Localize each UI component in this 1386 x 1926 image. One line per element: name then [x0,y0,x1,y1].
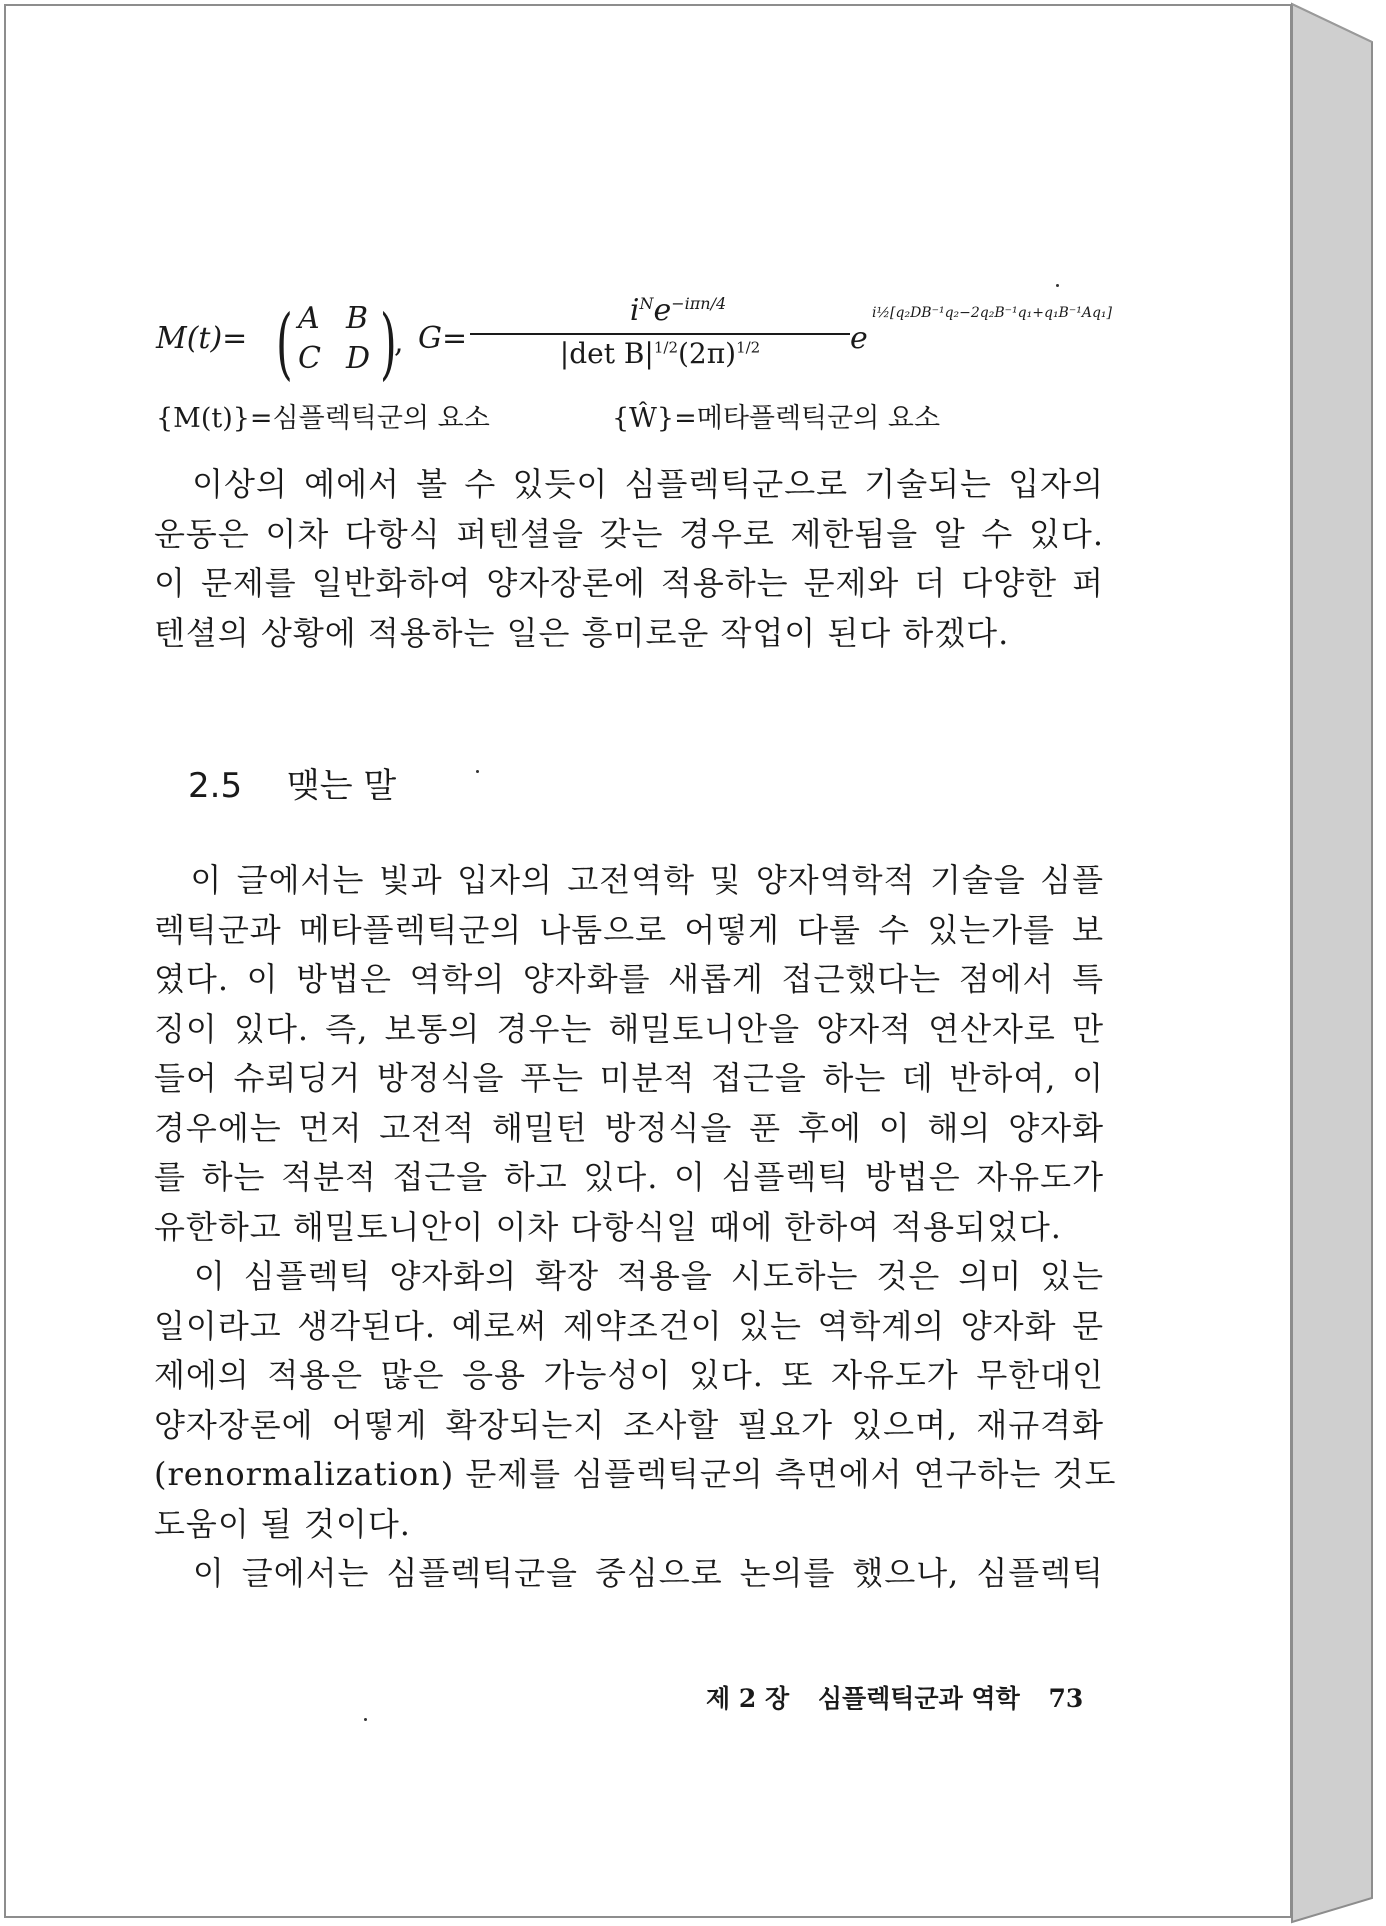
numerator-e: e [653,293,672,328]
footer-title: 심플렉틱군과 역학 [817,1684,1020,1713]
fraction-bar [470,333,850,335]
para2-line: 이 글에서는 심플렉틱군을 중심으로 논의를 했으나, 심플렉틱 [154,1554,1104,1592]
scan-speck [364,1718,367,1721]
section-heading [188,758,396,807]
running-footer [706,1679,1103,1715]
para2-line: 양자장론에 어떻게 확장되는지 조사할 필요가 있으며, 재규격화 [154,1405,1104,1444]
para2-line: 경우에는 먼저 고전적 해밀턴 방정식을 푼 후에 이 해의 양자화 [154,1108,1104,1147]
para2-line: 제에의 적용은 많은 응용 가능성이 있다. 또 자유도가 무한대인 [154,1356,1104,1394]
para2-line: 징이 있다. 즉, 보통의 경우는 해밀토니안을 양자적 연산자로 만 [154,1009,1104,1048]
exponential-base: e [850,321,868,356]
page-number: 73 [1048,1684,1084,1713]
para2-line: 일이라고 생각된다. 예로써 제약조건이 있는 역학계의 양자화 문 [154,1306,1104,1345]
para1-line: 이 문제를 일반화하여 양자장론에 적용하는 문제와 더 다양한 퍼 [154,564,1104,602]
numerator-exponent: −iπn/4 [671,294,727,313]
para2-line: 들어 슈뢰딩거 방정식을 푸는 미분적 접근을 하는 데 반하여, 이 [154,1059,1104,1097]
denominator-two-pi: (2π) [678,337,737,370]
matrix-b: B [346,301,369,336]
section-title: 맺는 말 [286,766,397,806]
equation-line [156,291,1156,389]
para2-line: (renormalization) 문제를 심플렉틱군의 측면에서 연구하는 것도 [154,1455,1117,1493]
fraction-numerator [528,293,828,328]
fraction-denominator [470,337,850,370]
para2-line: 도움이 될 것이다. [154,1504,411,1543]
matrix-open-paren: ( [276,299,293,389]
denominator-exp2: 1/2 [736,338,761,357]
section-number: 2.5 [188,766,243,806]
matrix-c: C [298,341,321,376]
set-definition-right: {Ŵ}=메타플렉틱군의 요소 [612,403,941,434]
page-spine-side [1292,4,1372,1922]
para1-line: 이상의 예에서 볼 수 있듯이 심플렉틱군으로 기술되는 입자의 [154,465,1104,503]
para2-line: 렉틱군과 메타플렉틱군의 나툼으로 어떻게 다룰 수 있는가를 보 [154,910,1104,949]
scan-speck [1056,284,1059,287]
denominator-exp1: 1/2 [653,338,678,357]
equation-comma: , [394,325,404,360]
matrix-close-paren: ) [380,299,397,389]
paragraph-2 [154,856,1117,1599]
para2-line: 이 심플렉틱 양자화의 확장 적용을 시도하는 것은 의미 있는 [154,1257,1104,1295]
numerator-n: N [639,294,654,313]
denominator-det: |det B| [559,337,654,370]
scan-speck [476,770,479,773]
set-definition-left: {M(t)}=심플렉틱군의 요소 [156,403,490,434]
para2-line: 유한하고 해밀토니안이 이차 다항식일 때에 한하여 적용되었다. [154,1207,1062,1246]
paragraph-1 [154,460,1104,658]
numerator-i: i [629,293,640,328]
para1-line: 운동은 이차 다항식 퍼텐셜을 갖는 경우로 제한됨을 알 수 있다. [154,514,1104,553]
exponential-power: i½[q₂DB⁻¹q₂−2q₂B⁻¹q₁+q₁B⁻¹Aq₁] [872,305,1112,321]
matrix-a: A [298,301,320,336]
para1-line: 텐셜의 상황에 적용하는 일은 흥미로운 작업이 된다 하겠다. [154,613,1010,652]
m-of-t-label: M(t)= [156,321,248,356]
para2-line: 를 하는 적분적 접근을 하고 있다. 이 심플렉틱 방법은 자유도가 [154,1158,1104,1196]
book-page [4,4,1292,1918]
footer-chapter: 제 2 장 [706,1684,790,1713]
g-label: G= [418,321,468,356]
matrix-d: D [346,341,371,376]
para2-line: 이 글에서는 빛과 입자의 고전역학 및 양자역학적 기술을 심플 [154,861,1104,899]
para2-line: 였다. 이 방법은 역학의 양자화를 새롭게 접근했다는 점에서 특 [154,960,1104,998]
